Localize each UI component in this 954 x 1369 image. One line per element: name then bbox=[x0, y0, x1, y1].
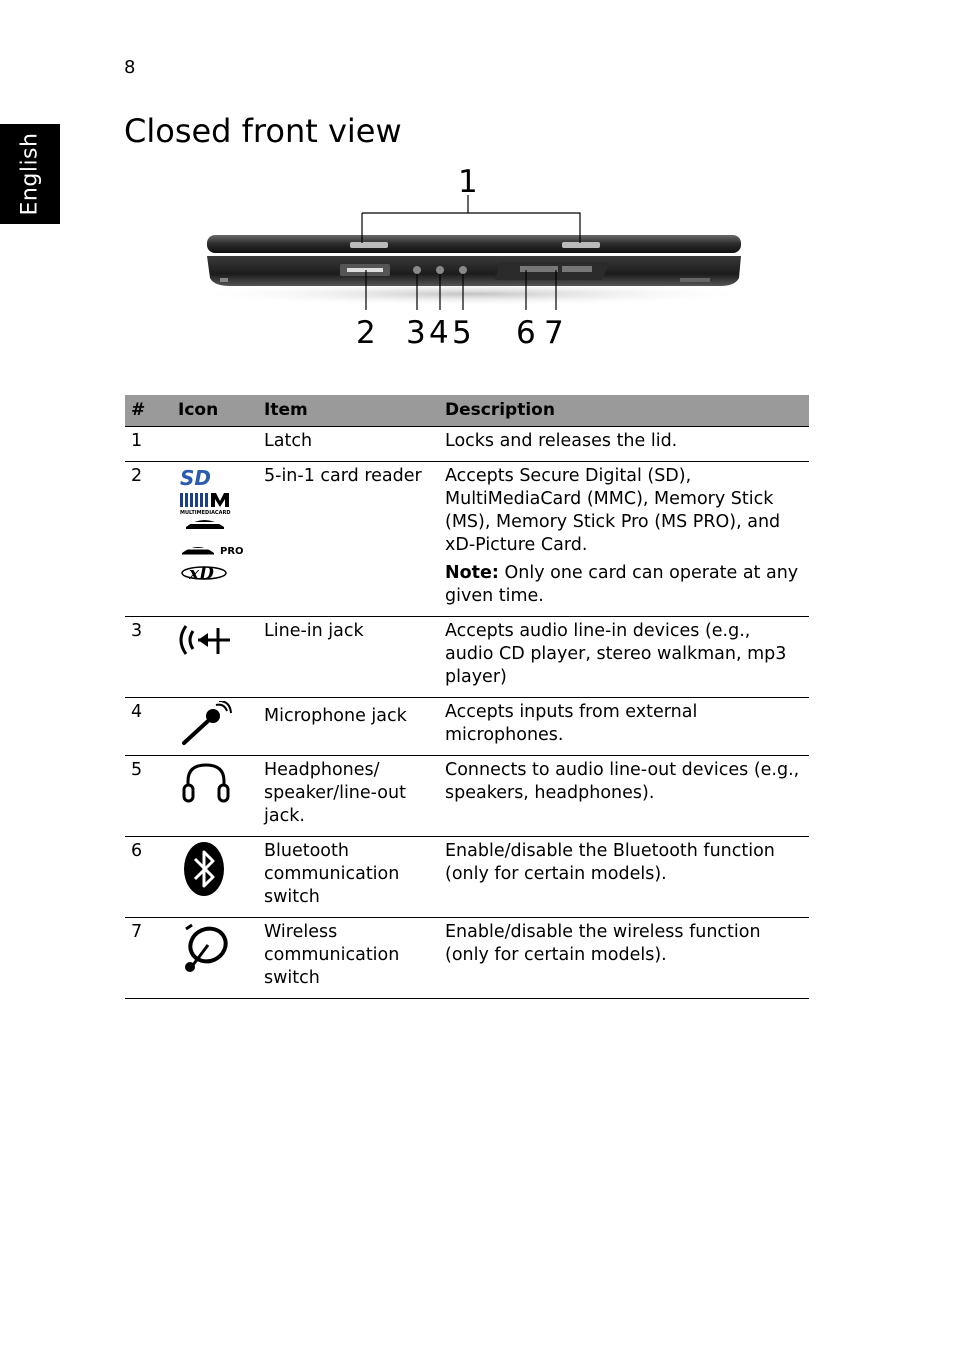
note-label: Note: bbox=[445, 563, 499, 583]
callout-3: 3 bbox=[406, 315, 426, 351]
microphone-icon bbox=[178, 701, 234, 747]
row-num: 1 bbox=[125, 427, 172, 462]
bluetooth-icon bbox=[178, 840, 234, 898]
row-description: Accepts inputs from external microphones. bbox=[439, 698, 809, 756]
row-icon bbox=[172, 756, 258, 837]
ms-pro-logo-text: PRO bbox=[220, 546, 244, 557]
table-row bbox=[125, 617, 809, 698]
table-row bbox=[125, 427, 809, 462]
header-description: Description bbox=[439, 395, 809, 427]
table-header-row bbox=[125, 395, 809, 427]
row-item: Latch bbox=[258, 427, 439, 462]
row-description: Enable/disable the Bluetooth function (only for certain models). bbox=[439, 837, 809, 918]
row-description-cell bbox=[439, 462, 809, 617]
header-num: # bbox=[125, 395, 172, 427]
callout-6: 6 bbox=[516, 315, 536, 351]
row-item: Bluetooth communication switch bbox=[258, 837, 439, 918]
row-description: Connects to audio line-out devices (e.g., speakers, headphones). bbox=[439, 756, 809, 837]
callout-4: 4 bbox=[429, 315, 449, 351]
header-icon: Icon bbox=[172, 395, 258, 427]
row-icon bbox=[172, 698, 258, 756]
row-num: 2 bbox=[125, 462, 172, 617]
row-num: 4 bbox=[125, 698, 172, 756]
row-description: Accepts audio line-in devices (e.g., audio CD player, stereo walkman, mp3 player) bbox=[439, 617, 809, 698]
laptop-front-illustration bbox=[190, 160, 770, 360]
mmc-logo-text: MULTIMEDIACARD bbox=[180, 510, 231, 516]
side-tab-label: English bbox=[17, 132, 43, 216]
row-icon-empty bbox=[172, 427, 258, 462]
wireless-icon bbox=[178, 921, 234, 977]
table-row bbox=[125, 756, 809, 837]
row-description: Locks and releases the lid. bbox=[439, 427, 809, 462]
xd-logo-text: xD bbox=[189, 564, 214, 581]
note-text: Only one card can operate at any given time. bbox=[445, 563, 799, 606]
language-side-tab bbox=[0, 124, 60, 224]
row-icon bbox=[172, 837, 258, 918]
table-row bbox=[125, 698, 809, 756]
row-num: 3 bbox=[125, 617, 172, 698]
row-num: 5 bbox=[125, 756, 172, 837]
row-description: Enable/disable the wireless function (only for certain models). bbox=[439, 918, 809, 999]
row-item: Headphones/ speaker/line-out jack. bbox=[258, 756, 439, 837]
table-row bbox=[125, 918, 809, 999]
page-number: 8 bbox=[124, 57, 136, 78]
row-icon bbox=[172, 918, 258, 999]
header-item: Item bbox=[258, 395, 439, 427]
callout-1: 1 bbox=[458, 164, 478, 200]
callout-5: 5 bbox=[452, 315, 472, 351]
sd-logo-text: SD bbox=[180, 466, 212, 490]
row-item: Line-in jack bbox=[258, 617, 439, 698]
row-item: Microphone jack bbox=[258, 698, 439, 756]
row-num: 6 bbox=[125, 837, 172, 918]
row-description: Accepts Secure Digital (SD), MultiMediaCard (MMC), Memory Stick (MS), Memory Stick Pro (MS PRO), and xD-Picture Card. bbox=[445, 466, 781, 555]
row-item: Wireless communication switch bbox=[258, 918, 439, 999]
page-title: Closed front view bbox=[124, 112, 402, 150]
table-row bbox=[125, 837, 809, 918]
table-row bbox=[125, 462, 809, 617]
row-icon bbox=[172, 617, 258, 698]
headphones-icon bbox=[178, 759, 234, 805]
line-in-icon bbox=[178, 620, 234, 660]
row-note bbox=[445, 562, 803, 608]
row-item: 5-in-1 card reader bbox=[258, 462, 439, 617]
laptop-front-figure bbox=[190, 160, 770, 360]
row-icon bbox=[172, 462, 258, 617]
components-table bbox=[125, 395, 809, 999]
row-num: 7 bbox=[125, 918, 172, 999]
card-reader-logos-icon bbox=[178, 465, 248, 581]
callout-2: 2 bbox=[356, 315, 376, 351]
callout-7: 7 bbox=[544, 315, 564, 351]
